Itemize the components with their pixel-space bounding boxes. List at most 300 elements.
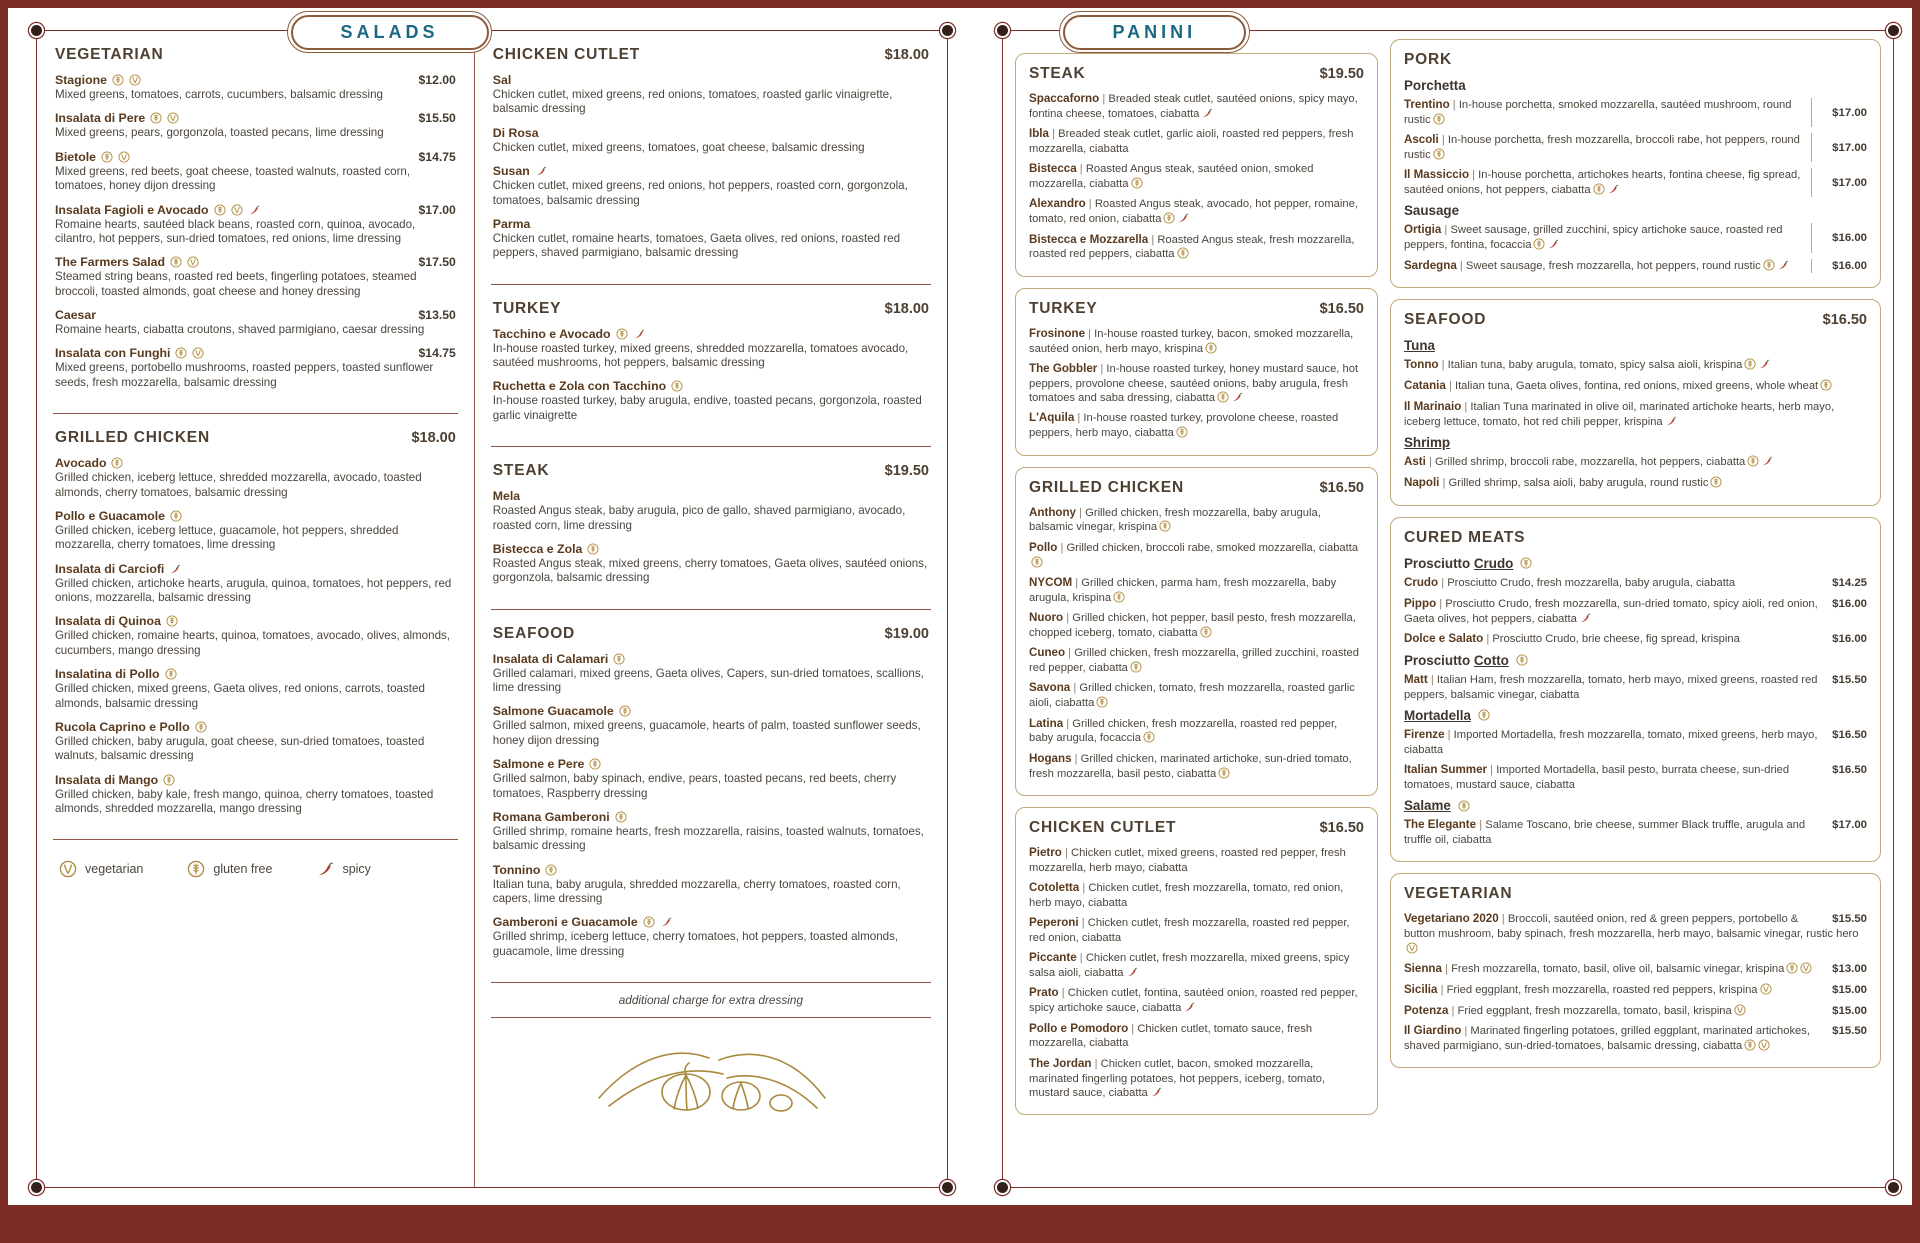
- item-insalata-fagioli-e-avocado: [55, 203, 456, 247]
- section-price: $19.50: [1319, 66, 1364, 82]
- item-potenza: $15.00 Potenza | Fried eggplant, fresh mozzarella, tomato, basil, krispina: [1403, 1003, 1867, 1017]
- salads-columns: [37, 31, 947, 1187]
- item-description: Broccoli, sautéed onion, red & green peppers, portobello & button mushroom, baby spinach, fresh mozzarella, herb mayo, balsamic vinegar, rustic hero: [1403, 913, 1859, 941]
- item-crudo: $14.25 Crudo | Prosciutto Crudo, fresh mozzarella, baby arugula, ciabatta: [1403, 575, 1867, 589]
- item-name: Ascoli: [1403, 133, 1439, 147]
- corner-ornament: [997, 1182, 1008, 1193]
- salads-title-badge: [287, 11, 492, 53]
- gluten-free-icon: [1177, 247, 1189, 259]
- item-description: Chicken cutlet, tomato sauce, fresh mozzarella, ciabatta: [1029, 1022, 1313, 1050]
- vegetarian-icon: [1758, 1039, 1770, 1051]
- item-italian-summer: $16.50 Italian Summer | Imported Mortadella, basil pesto, burrata cheese, sun-dried tomatoes, mustard sauce, ciabatta: [1403, 763, 1867, 791]
- gluten-free-icon: [1143, 731, 1155, 743]
- item-description: Chicken cutlet, fresh mozzarella, tomato, red onion, herb mayo, ciabatta: [1029, 881, 1344, 909]
- gluten-free-icon: [1130, 661, 1142, 673]
- item-name: Frosinone: [1029, 326, 1086, 340]
- gluten-free-icon: [1593, 183, 1605, 195]
- item-sienna: $13.00 Sienna | Fresh mozzarella, tomato, basil, olive oil, balsamic vinegar, krispina: [1403, 961, 1867, 975]
- item-name: Parma: [492, 216, 531, 231]
- gluten-free-icon: [643, 916, 655, 928]
- footnote: additional charge for extra dressing: [491, 983, 931, 1018]
- item-stagione: [55, 73, 456, 102]
- vegetarian-icon: [1800, 962, 1812, 974]
- item-di-rosa: [493, 126, 929, 155]
- item-name: Il Massiccio: [1403, 168, 1470, 182]
- item-caesar: [55, 308, 456, 337]
- item-catania: Catania | Italian tuna, Gaeta olives, fontina, red onions, mixed greens, whole wheat: [1404, 379, 1867, 394]
- item-il-massiccio: Il Massiccio | In-house porchetta, artichokes hearts, fontina cheese, fig spread, sautéed onions, hot peppers, ciabatta $17.00: [1403, 168, 1867, 197]
- item-description: In-house roasted turkey, mixed greens, shredded mozzarella, tomatoes avocado, sautéed mushrooms, hot peppers, balsamic dressing: [492, 341, 909, 369]
- item-name: Catania: [1403, 379, 1446, 393]
- item-name: Sicilia: [1403, 982, 1438, 996]
- gluten-free-icon: [1478, 709, 1490, 721]
- item-sal: [493, 73, 929, 117]
- section-price: $18.00: [411, 430, 456, 447]
- panini-title-badge: [1059, 11, 1250, 53]
- item-nuoro: Nuoro | Grilled chicken, hot pepper, basil pesto, fresh mozzarella, chopped iceberg, tomato, ciabatta: [1029, 611, 1356, 639]
- corner-ornament: [31, 1182, 42, 1193]
- gluten-free-icon: [1131, 177, 1143, 189]
- item-spaccaforno: Spaccaforno | Breaded steak cutlet, sautéed onions, spicy mayo, fontina cheese, tomatoes, ciabatta: [1029, 92, 1358, 120]
- item-description: Chicken cutlet, fontina, sautéed onion, roasted red pepper, spicy artichoke sauce, ciabatta: [1029, 987, 1358, 1015]
- subheading-mortadella: [1404, 708, 1867, 723]
- legend-gluten-free: [187, 860, 272, 878]
- section-heading: STEAK: [1029, 65, 1086, 82]
- item-name: Sardegna: [1403, 258, 1457, 272]
- item-the-farmers-salad: [55, 255, 456, 299]
- item-pippo: $16.00 Pippo | Prosciutto Crudo, fresh mozzarella, sun-dried tomato, spicy aioli, red onion, Gaeta olives, hot peppers, ciabatta: [1403, 596, 1867, 625]
- item-name: Prato: [1029, 986, 1059, 1000]
- item-name: NYCOM: [1029, 575, 1073, 589]
- item-name: Tacchino e Avocado: [492, 326, 611, 341]
- item-matt: $15.50 Matt | Italian Ham, fresh mozzarella, tomato, herb mayo, mixed greens, roasted red peppers, balsamic vinegar, ciabatta: [1403, 672, 1867, 701]
- item-name: Latina: [1029, 716, 1064, 730]
- gluten-free-icon: [170, 256, 182, 268]
- gluten-free-icon: [671, 380, 683, 392]
- gluten-free-icon: [150, 112, 162, 124]
- item-description: Grilled chicken, hot pepper, basil pesto, fresh mozzarella, chopped iceberg, tomato, ciabatta: [1029, 612, 1356, 639]
- gluten-free-icon: [1533, 238, 1545, 250]
- item-description: Chicken cutlet, romaine hearts, tomatoes, Gaeta olives, red onions, roasted red peppers, shaved parmigiano, balsamic dressing: [492, 231, 901, 260]
- item-name: L'Aquila: [1029, 411, 1075, 425]
- item-name: Italian Summer: [1403, 763, 1488, 777]
- section-grilled-chicken: [1015, 467, 1378, 796]
- corner-ornament: [997, 25, 1008, 36]
- item-name: Piccante: [1029, 951, 1077, 965]
- item-name: Tonno: [1403, 358, 1439, 372]
- section-header: [493, 462, 929, 480]
- item-name: Napoli: [1403, 476, 1440, 490]
- item-pollo: Pollo | Grilled chicken, broccoli rabe, smoked mozzarella, ciabatta: [1029, 541, 1364, 570]
- spicy-icon: [633, 328, 645, 340]
- legend: [53, 840, 458, 898]
- item-description: Sweet sausage, grilled zucchini, spicy artichoke sauce, roasted red peppers, fontina, focaccia: [1403, 224, 1783, 252]
- item-sicilia: $15.00 Sicilia | Fried eggplant, fresh mozzarella, roasted red peppers, krispina: [1403, 982, 1867, 996]
- spicy-icon: [1201, 107, 1213, 119]
- section-header: [1029, 300, 1364, 318]
- spicy-icon: [1126, 966, 1138, 978]
- item-description: Roasted Angus steak, baby arugula, pico de gallo, shaved parmigiano, avocado, roasted corn, lime dressing: [492, 504, 906, 532]
- item-price: $14.75: [418, 149, 456, 164]
- section-heading: GRILLED CHICKEN: [1029, 478, 1184, 496]
- item-insalata-di-calamari: [493, 652, 929, 696]
- gluten-free-icon: [1458, 800, 1470, 812]
- item-name: Insalata Fagioli e Avocado: [55, 202, 209, 217]
- item-description: Marinated fingerling potatoes, grilled eggplant, marinated artichokes, shaved parmigiano, sun-dried-tomatoes, balsamic dressing, ciabatta: [1403, 1025, 1810, 1053]
- vegetarian-icon: [1734, 1004, 1746, 1016]
- section-heading: PORK: [1403, 51, 1452, 68]
- gluten-free-icon: [587, 543, 599, 555]
- section-heading: TURKEY: [492, 299, 562, 317]
- item-description: Grilled chicken, fresh mozzarella, baby arugula, balsamic vinegar, krispina: [1029, 506, 1321, 534]
- item-name: Mela: [492, 489, 521, 504]
- gluten-free-icon: [616, 328, 628, 340]
- item-name: Insalata di Mango: [55, 772, 159, 787]
- page-title-salads: SALADS: [340, 21, 439, 42]
- subheading-tuna: [1404, 338, 1867, 353]
- item-description: Grilled chicken, iceberg lettuce, shredded mozzarella, avocado, toasted almonds, cherry tomatoes, balsamic dressing: [55, 471, 422, 499]
- section-header: [1029, 479, 1364, 497]
- item-price: $17.00: [1811, 133, 1867, 162]
- gluten-free-icon: [619, 705, 631, 717]
- item-description: In-house porchetta, smoked mozzarella, sautéed mushroom, round rustic: [1403, 99, 1792, 126]
- item-description: Fried eggplant, fresh mozzarella, roasted red peppers, krispina: [1446, 983, 1758, 996]
- item-bistecca: Bistecca | Roasted Angus steak, sautéed onion, smoked mozzarella, ciabatta: [1029, 162, 1314, 191]
- item-price: $17.00: [1811, 168, 1867, 197]
- item-description: Italian Ham, fresh mozzarella, tomato, herb mayo, mixed greens, roasted red peppers, balsamic vinegar, ciabatta: [1403, 673, 1818, 701]
- gluten-free-icon: [101, 151, 113, 163]
- subheading-salame: [1404, 798, 1867, 813]
- item-description: Chicken cutlet, mixed greens, roasted red pepper, fresh mozzarella, herb mayo, ciabatta: [1029, 846, 1346, 874]
- item-il-marinaio: Il Marinaio | Italian Tuna marinated in olive oil, marinated artichoke hearts, herb mayo, iceberg lettuce, tomato, hot red chili pepper, krispina: [1403, 400, 1835, 428]
- section-price: $19.50: [884, 463, 929, 480]
- item-description: Grilled chicken, parma ham, fresh mozzarella, baby arugula, krispina: [1029, 576, 1337, 604]
- item-price: $16.00: [1832, 632, 1867, 645]
- item-description: Chicken cutlet, fresh mozzarella, roasted red pepper, red onion, ciabatta: [1029, 917, 1350, 944]
- corner-ornament: [31, 25, 42, 36]
- item-description: Grilled chicken, marinated artichoke, sun-dried tomato, fresh mozzarella, basil pesto, ciabatta: [1029, 752, 1352, 780]
- item-name: Sienna: [1403, 961, 1442, 975]
- section-header: [1404, 529, 1867, 547]
- section-turkey: [1015, 288, 1378, 456]
- panini-title-badge-inner: [1063, 15, 1247, 50]
- section-heading: STEAK: [492, 462, 550, 480]
- item-parma: [493, 217, 929, 261]
- item-name: Alexandro: [1029, 197, 1086, 211]
- legend-spicy: [316, 860, 370, 878]
- item-insalata-con-funghi: [55, 346, 456, 390]
- legend-label: spicy: [342, 862, 371, 877]
- section-header: [493, 625, 929, 643]
- item-price: $16.50: [1832, 764, 1867, 777]
- item-description: Mixed greens, tomatoes, carrots, cucumbers, balsamic dressing: [55, 88, 383, 101]
- subheading-label: Salame: [1403, 798, 1451, 814]
- gluten-free-icon: [195, 721, 207, 733]
- item-name: The Gobbler: [1029, 361, 1098, 375]
- item-name: Bistecca e Zola: [492, 541, 583, 556]
- item-name: Salmone Guacamole: [492, 704, 614, 719]
- subheading-prosciutto-cotto: [1404, 653, 1867, 668]
- item-tonno: Tonno | Italian tuna, baby arugula, tomato, spicy salsa aioli, krispina: [1404, 358, 1867, 373]
- legend-label: vegetarian: [85, 862, 144, 877]
- spicy-icon: [535, 165, 547, 177]
- item-price: $17.50: [418, 255, 456, 270]
- gluten-free-icon: [187, 860, 205, 878]
- item-description: Italian tuna, baby arugula, tomato, spicy salsa aioli, krispina: [1447, 359, 1743, 372]
- item-name: Caesar: [55, 308, 97, 322]
- spicy-icon: [1665, 415, 1677, 427]
- item-name: Peperoni: [1029, 916, 1079, 930]
- vegetarian-icon: [192, 347, 204, 359]
- corner-ornament: [942, 1182, 953, 1193]
- item-pollo-e-pomodoro: Pollo e Pomodoro | Chicken cutlet, tomato sauce, fresh mozzarella, ciabatta: [1029, 1021, 1313, 1050]
- subheading-label: Prosciutto Crudo: [1403, 555, 1514, 571]
- item-description: Grilled chicken, broccoli rabe, smoked mozzarella, ciabatta: [1066, 541, 1359, 554]
- item-hogans: Hogans | Grilled chicken, marinated artichoke, sun-dried tomato, fresh mozzarella, basil pesto, ciabatta: [1029, 751, 1352, 780]
- item-description: Grilled chicken, artichoke hearts, arugula, quinoa, tomatoes, hot peppers, red onions, mozzarella, balsamic dressing: [55, 576, 452, 604]
- item-ortigia: Ortigia | Sweet sausage, grilled zucchini, spicy artichoke sauce, roasted red peppers, fontina, focaccia $16.00: [1403, 223, 1867, 252]
- item-avocado: [55, 456, 456, 500]
- spicy-icon: [1183, 1001, 1195, 1013]
- item-name: Pollo e Pomodoro: [1029, 1021, 1129, 1035]
- item-name: Insalata di Carciofi: [55, 561, 165, 576]
- salads-left-column: [37, 31, 474, 1187]
- vegetarian-icon: [187, 256, 199, 268]
- item-tonnino: [493, 863, 929, 907]
- item-insalatina-di-pollo: [55, 667, 456, 711]
- item-ruchetta-e-zola-con-tacchino: [493, 379, 929, 423]
- section-vegetarian: [1390, 873, 1881, 1068]
- section-steak: [1015, 53, 1378, 277]
- item-description: In-house porchetta, artichokes hearts, fontina cheese, fig spread, sautéed onions, hot peppers, ciabatta: [1403, 169, 1801, 197]
- salads-right-column: [474, 31, 947, 1187]
- item-sardegna: Sardegna | Sweet sausage, fresh mozzarella, hot peppers, round rustic $16.00: [1403, 258, 1867, 273]
- item-description: Fried eggplant, fresh mozzarella, tomato, basil, krispina: [1457, 1004, 1732, 1017]
- section-grilled-chicken: [53, 414, 458, 840]
- item-l-aquila: L'Aquila | In-house roasted turkey, provolone cheese, roasted peppers, herb mayo, ciabatta: [1029, 411, 1339, 440]
- item-rucola-caprino-e-pollo: [55, 720, 456, 764]
- item-description: Grilled shrimp, salsa aioli, baby arugula, round rustic: [1448, 477, 1709, 490]
- item-description: Prosciutto Crudo, brie cheese, fig spread, krispina: [1492, 632, 1740, 645]
- item-bietole: [55, 150, 456, 194]
- item-description: Prosciutto Crudo, fresh mozzarella, sun-dried tomato, spicy aioli, red onion, Gaeta olives, hot peppers, ciabatta: [1403, 597, 1818, 625]
- panini-columns: [1003, 31, 1893, 1187]
- item-description: Roasted Angus steak, avocado, hot pepper, romaine, tomato, red onion, ciabatta: [1029, 198, 1358, 226]
- subheading-porchetta: [1404, 78, 1867, 93]
- item-vegetariano-2020: $15.50 Vegetariano 2020 | Broccoli, sautéed onion, red & green peppers, portobello & button mushroom, baby spinach, fresh mozzarella, herb mayo, balsamic vinegar, rustic hero: [1404, 912, 1867, 955]
- item-description: Mixed greens, red beets, goat cheese, toasted walnuts, roasted corn, tomatoes, honey dijon dressing: [55, 164, 411, 193]
- spicy-icon: [1761, 455, 1773, 467]
- section-header: [55, 429, 456, 447]
- section-vegetarian: [53, 31, 458, 414]
- gluten-free-icon: [1786, 962, 1798, 974]
- gluten-free-icon: [112, 74, 124, 86]
- item-price: $15.50: [418, 111, 456, 126]
- gluten-free-icon: [1433, 148, 1445, 160]
- item-pietro: Pietro | Chicken cutlet, mixed greens, roasted red pepper, fresh mozzarella, herb mayo, ciabatta: [1029, 845, 1346, 874]
- item-name: Bistecca e Mozzarella: [1029, 232, 1149, 246]
- gluten-free-icon: [214, 204, 226, 216]
- item-name: Asti: [1403, 455, 1426, 469]
- item-price: $15.50: [1832, 673, 1867, 686]
- gluten-free-icon: [1747, 455, 1759, 467]
- gluten-free-icon: [165, 668, 177, 680]
- item-name: Rucola Caprino e Pollo: [55, 719, 190, 734]
- gluten-free-icon: [1218, 767, 1230, 779]
- item-name: Insalata di Quinoa: [55, 614, 161, 629]
- item-description: Grilled shrimp, iceberg lettuce, cherry tomatoes, hot peppers, toasted almonds, guacamole, lime dressing: [492, 930, 899, 958]
- item-the-jordan: The Jordan | Chicken cutlet, bacon, smoked mozzarella, marinated fingerling potatoes, hot peppers, iceberg, tomato, mustard sauce, ciabatta: [1029, 1056, 1326, 1099]
- page-title-panini: PANINI: [1112, 21, 1197, 42]
- section-header: [1029, 819, 1364, 837]
- subheading-label: Porchetta: [1403, 78, 1466, 93]
- item-insalata-di-pere: [55, 111, 456, 140]
- item-name: Spaccaforno: [1029, 92, 1100, 105]
- item-description: Italian tuna, baby arugula, shredded mozzarella, cherry tomatoes, roasted corn, capers, lime dressing: [492, 877, 901, 905]
- gluten-free-icon: [1710, 476, 1722, 488]
- item-price: $16.00: [1811, 223, 1867, 252]
- item-insalata-di-carciofi: [55, 562, 456, 606]
- item-description: Mixed greens, pears, gorgonzola, toasted pecans, lime dressing: [55, 126, 384, 140]
- item-bistecca-e-zola: [493, 542, 929, 586]
- gluten-free-icon: [1113, 591, 1125, 603]
- item-price: $15.00: [1832, 983, 1867, 996]
- item-name: Cotoletta: [1029, 880, 1080, 894]
- item-description: In-house roasted turkey, provolone cheese, roasted peppers, herb mayo, ciabatta: [1029, 412, 1339, 440]
- gluten-free-icon: [1031, 556, 1043, 568]
- item-napoli: Napoli | Grilled shrimp, salsa aioli, baby arugula, round rustic: [1404, 476, 1867, 491]
- item-name: Susan: [492, 164, 530, 179]
- item-description: Prosciutto Crudo, fresh mozzarella, baby arugula, ciabatta: [1447, 576, 1736, 589]
- item-name: Insalata con Funghi: [55, 346, 171, 361]
- item-mela: [493, 489, 929, 533]
- spicy-icon: [1150, 1086, 1162, 1098]
- gluten-free-icon: [1205, 342, 1217, 354]
- item-price: $16.50: [1832, 728, 1867, 741]
- item-description: Grilled shrimp, romaine hearts, fresh mozzarella, raisins, toasted walnuts, tomatoes, balsamic dressing: [492, 824, 924, 853]
- corner-ornament: [942, 25, 953, 36]
- item-firenze: $16.50 Firenze | Imported Mortadella, fresh mozzarella, tomato, mixed greens, herb mayo, ciabatta: [1403, 727, 1867, 756]
- item-price: $13.00: [1832, 962, 1867, 975]
- legend-vegetarian: [59, 860, 143, 878]
- item-description: Roasted Angus steak, fresh mozzarella, roasted red peppers, ciabatta: [1029, 233, 1355, 261]
- item-description: Grilled salmon, baby spinach, endive, pears, toasted pecans, red beets, cherry tomatoes, Raspberry dressing: [492, 772, 897, 800]
- item-description: Grilled chicken, iceberg lettuce, guacamole, hot peppers, shredded mozzarella, cherry tomatoes, lime dressing: [55, 523, 399, 552]
- section-price: $18.00: [884, 300, 929, 317]
- item-description: Breaded steak cutlet, garlic aioli, roasted red peppers, fresh mozzarella, ciabatta: [1029, 128, 1354, 155]
- section-chicken-cutlet: [1015, 807, 1378, 1115]
- item-name: Il Giardino: [1403, 1024, 1462, 1038]
- item-description: Grilled chicken, fresh mozzarella, grilled zucchini, roasted red pepper, ciabatta: [1029, 647, 1359, 675]
- panini-page: [1002, 21, 1894, 1188]
- item-name: Gamberoni e Guacamole: [492, 915, 638, 930]
- subheading-shrimp: [1404, 435, 1867, 450]
- salads-page: [36, 21, 948, 1188]
- item-price: $13.50: [418, 308, 456, 322]
- gluten-free-icon: [175, 347, 187, 359]
- gluten-free-icon: [589, 758, 601, 770]
- vegetarian-icon: [167, 112, 179, 124]
- item-description: Chicken cutlet, fresh mozzarella, mixed greens, spicy salsa aioli, ciabatta: [1029, 952, 1350, 980]
- item-frosinone: Frosinone | In-house roasted turkey, bacon, smoked mozzarella, sautéed onion, herb mayo, krispina: [1029, 326, 1354, 355]
- gluten-free-icon: [1176, 426, 1188, 438]
- gluten-free-icon: [166, 615, 178, 627]
- section-price: $16.50: [1319, 819, 1364, 836]
- item-description: Grilled chicken, baby kale, fresh mango, quinoa, cherry tomatoes, toasted almonds, shredded mozzarella, mango dressing: [55, 787, 434, 815]
- item-price: $15.00: [1832, 1004, 1867, 1017]
- item-description: Grilled chicken, fresh mozzarella, roasted red pepper, baby arugula, focaccia: [1029, 717, 1338, 745]
- item-description: Romaine hearts, sautéed black beans, roasted corn, quinoa, avocado, cilantro, hot peppers, sun-dried tomatoes, red onions, lime dressing: [55, 217, 416, 245]
- spicy-icon: [1231, 391, 1243, 403]
- section-heading: SEAFOOD: [492, 624, 576, 642]
- item-description: Grilled calamari, mixed greens, Gaeta olives, Capers, sun-dried tomatoes, scallions, lime dressing: [492, 666, 924, 694]
- gluten-free-icon: [1217, 391, 1229, 403]
- spicy-icon: [1777, 259, 1789, 271]
- gluten-free-icon: [1163, 212, 1175, 224]
- item-name: Matt: [1403, 672, 1428, 686]
- gluten-free-icon: [1763, 259, 1775, 271]
- item-nycom: NYCOM | Grilled chicken, parma ham, fresh mozzarella, baby arugula, krispina: [1029, 575, 1337, 604]
- item-name: Sal: [492, 73, 512, 87]
- item-name: Pippo: [1403, 596, 1437, 610]
- panini-left-column: [1015, 31, 1378, 1187]
- gluten-free-icon: [1516, 654, 1528, 666]
- item-description: Romaine hearts, ciabatta croutons, shaved parmigiano, caesar dressing: [55, 323, 425, 336]
- item-name: Hogans: [1029, 751, 1072, 765]
- item-cotoletta: Cotoletta | Chicken cutlet, fresh mozzarella, tomato, red onion, herb mayo, ciabatta: [1029, 880, 1344, 909]
- corner-ornament: [1888, 25, 1899, 36]
- vegetarian-icon: [118, 151, 130, 163]
- item-price: $15.50: [1832, 1025, 1867, 1038]
- item-name: The Elegante: [1403, 818, 1477, 832]
- item-description: Roasted Angus steak, sautéed onion, smoked mozzarella, ciabatta: [1029, 163, 1314, 191]
- section-header: [493, 46, 929, 64]
- item-description: Grilled salmon, mixed greens, guacamole, hearts of palm, toasted sunflower seeds, honey dijon dressing: [492, 719, 921, 747]
- section-seafood: [1390, 299, 1881, 505]
- item-asti: Asti | Grilled shrimp, broccoli rabe, mozzarella, hot peppers, ciabatta: [1404, 455, 1867, 470]
- spicy-icon: [1758, 358, 1770, 370]
- section-heading: VEGETARIAN: [1403, 885, 1513, 903]
- item-name: Firenze: [1403, 727, 1445, 741]
- item-name: Pollo e Guacamole: [55, 508, 166, 523]
- item-trentino: Trentino | In-house porchetta, smoked mozzarella, sautéed mushroom, round rustic $17.00: [1403, 98, 1867, 126]
- gluten-free-icon: [1200, 626, 1212, 638]
- item-name: Ibla: [1029, 127, 1049, 141]
- item-name: Stagione: [55, 73, 107, 87]
- section-price: $16.50: [1822, 312, 1867, 329]
- panini-right-column: [1390, 31, 1881, 1187]
- item-name: Tonnino: [492, 862, 541, 877]
- item-description: Breaded steak cutlet, sautéed onions, spicy mayo, fontina cheese, tomatoes, ciabatta: [1029, 93, 1358, 120]
- vegetarian-icon: [59, 860, 77, 878]
- item-description: In-house roasted turkey, bacon, smoked mozzarella, sautéed onion, herb mayo, krispina: [1029, 327, 1354, 355]
- item-pollo-e-guacamole: [55, 509, 456, 553]
- section-heading: CHICKEN CUTLET: [1029, 818, 1177, 836]
- item-description: Grilled chicken, baby arugula, goat cheese, sun-dried tomatoes, toasted walnuts, balsamic dressing: [55, 734, 425, 763]
- item-price: $17.00: [1811, 98, 1867, 127]
- item-description: Sweet sausage, fresh mozzarella, hot peppers, round rustic: [1465, 259, 1761, 272]
- section-heading: CHICKEN CUTLET: [492, 46, 641, 63]
- section-header: [1029, 65, 1364, 83]
- subheading-prosciutto-crudo: [1404, 556, 1867, 571]
- spicy-icon: [1579, 612, 1591, 624]
- gluten-free-icon: [163, 774, 175, 786]
- item-name: Avocado: [55, 456, 107, 471]
- subheading-label: Prosciutto Cotto: [1403, 652, 1509, 668]
- item-name: Di Rosa: [492, 125, 539, 140]
- item-name: Bistecca: [1029, 162, 1077, 176]
- item-description: Steamed string beans, roasted red beets, fingerling potatoes, steamed broccoli, toasted almonds, goat cheese and honey dressing: [55, 270, 417, 298]
